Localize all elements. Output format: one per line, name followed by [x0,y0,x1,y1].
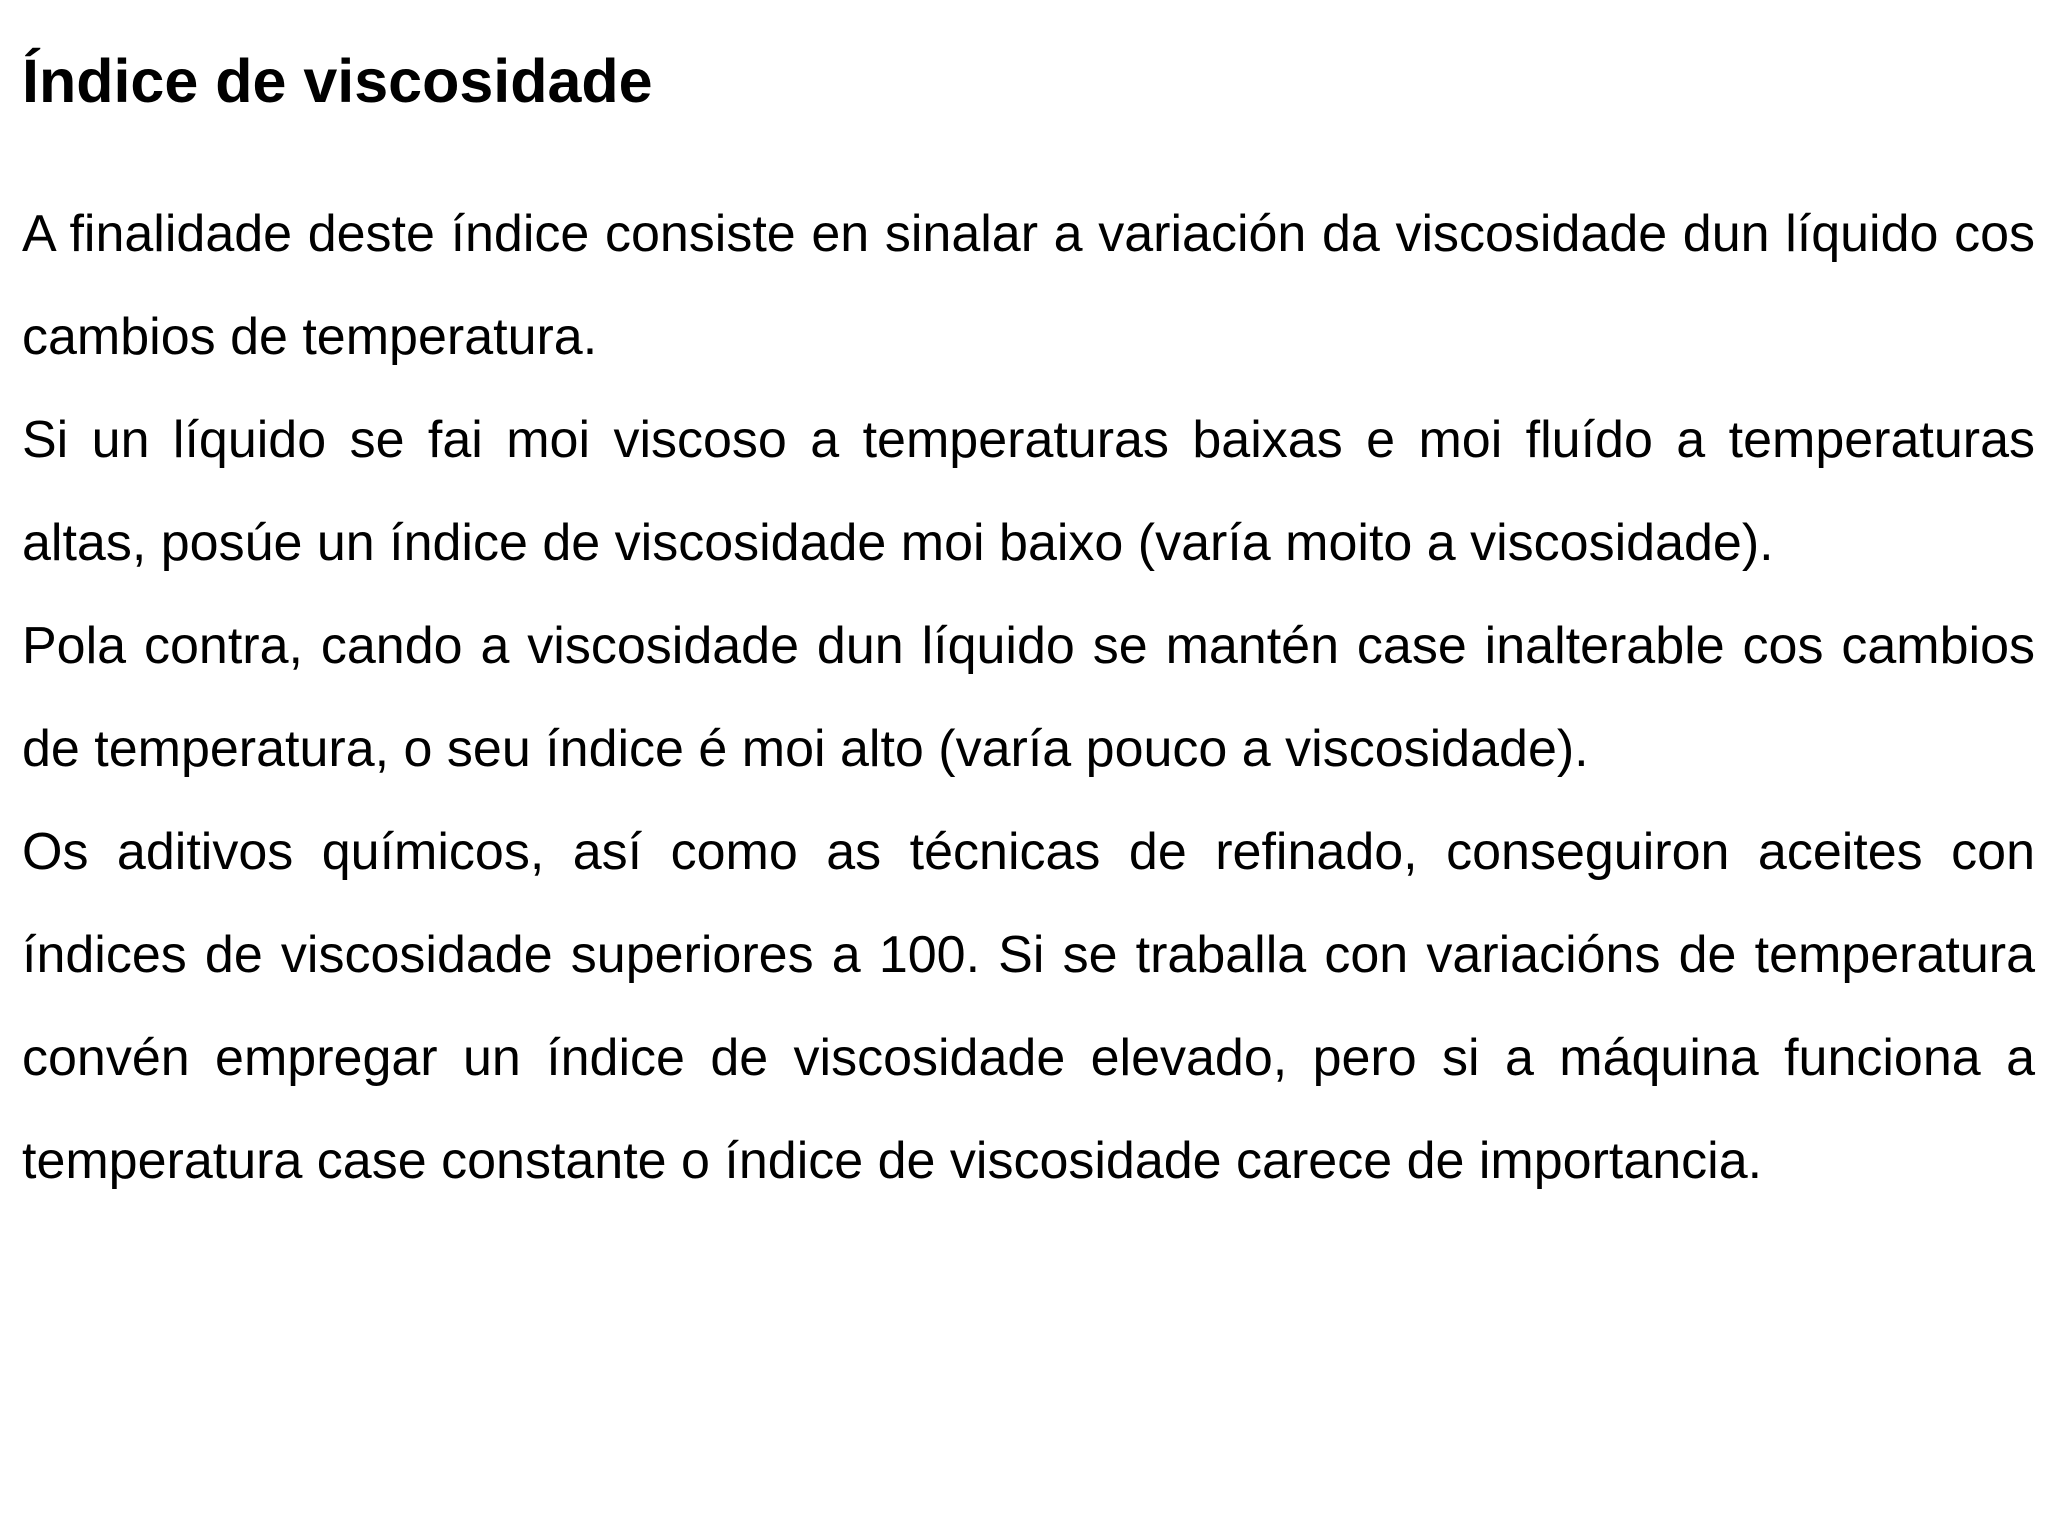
paragraph-low-index: Si un líquido se fai moi viscoso a temperaturas baixas e moi fluído a temperaturas altas, posúe un índice de viscosidade moi baixo (varía moito a viscosidade). [22,411,2035,572]
paragraph-high-index: Pola contra, cando a viscosidade dun líquido se mantén case inalterable cos cambios de temperatura, o seu índice é moi alto (varía pouco a viscosidade). [22,617,2035,778]
document-body [22,183,2035,1213]
document-title: Índice de viscosidade [22,47,653,115]
paragraph-additives: Os aditivos químicos, así como as técnicas de refinado, conseguiron aceites con índices de viscosidade superiores a 100. Si se traballa con variacións de temperatura convén empregar un índice de viscosidade elevado, pero si a máquina funciona a temperatura case constante o índice de viscosidade carece de importancia. [22,823,2035,1190]
document-page [22,0,2035,1536]
paragraph-definition: A finalidade deste índice consiste en sinalar a variación da viscosidade dun líquido cos cambios de temperatura. [22,205,2035,366]
